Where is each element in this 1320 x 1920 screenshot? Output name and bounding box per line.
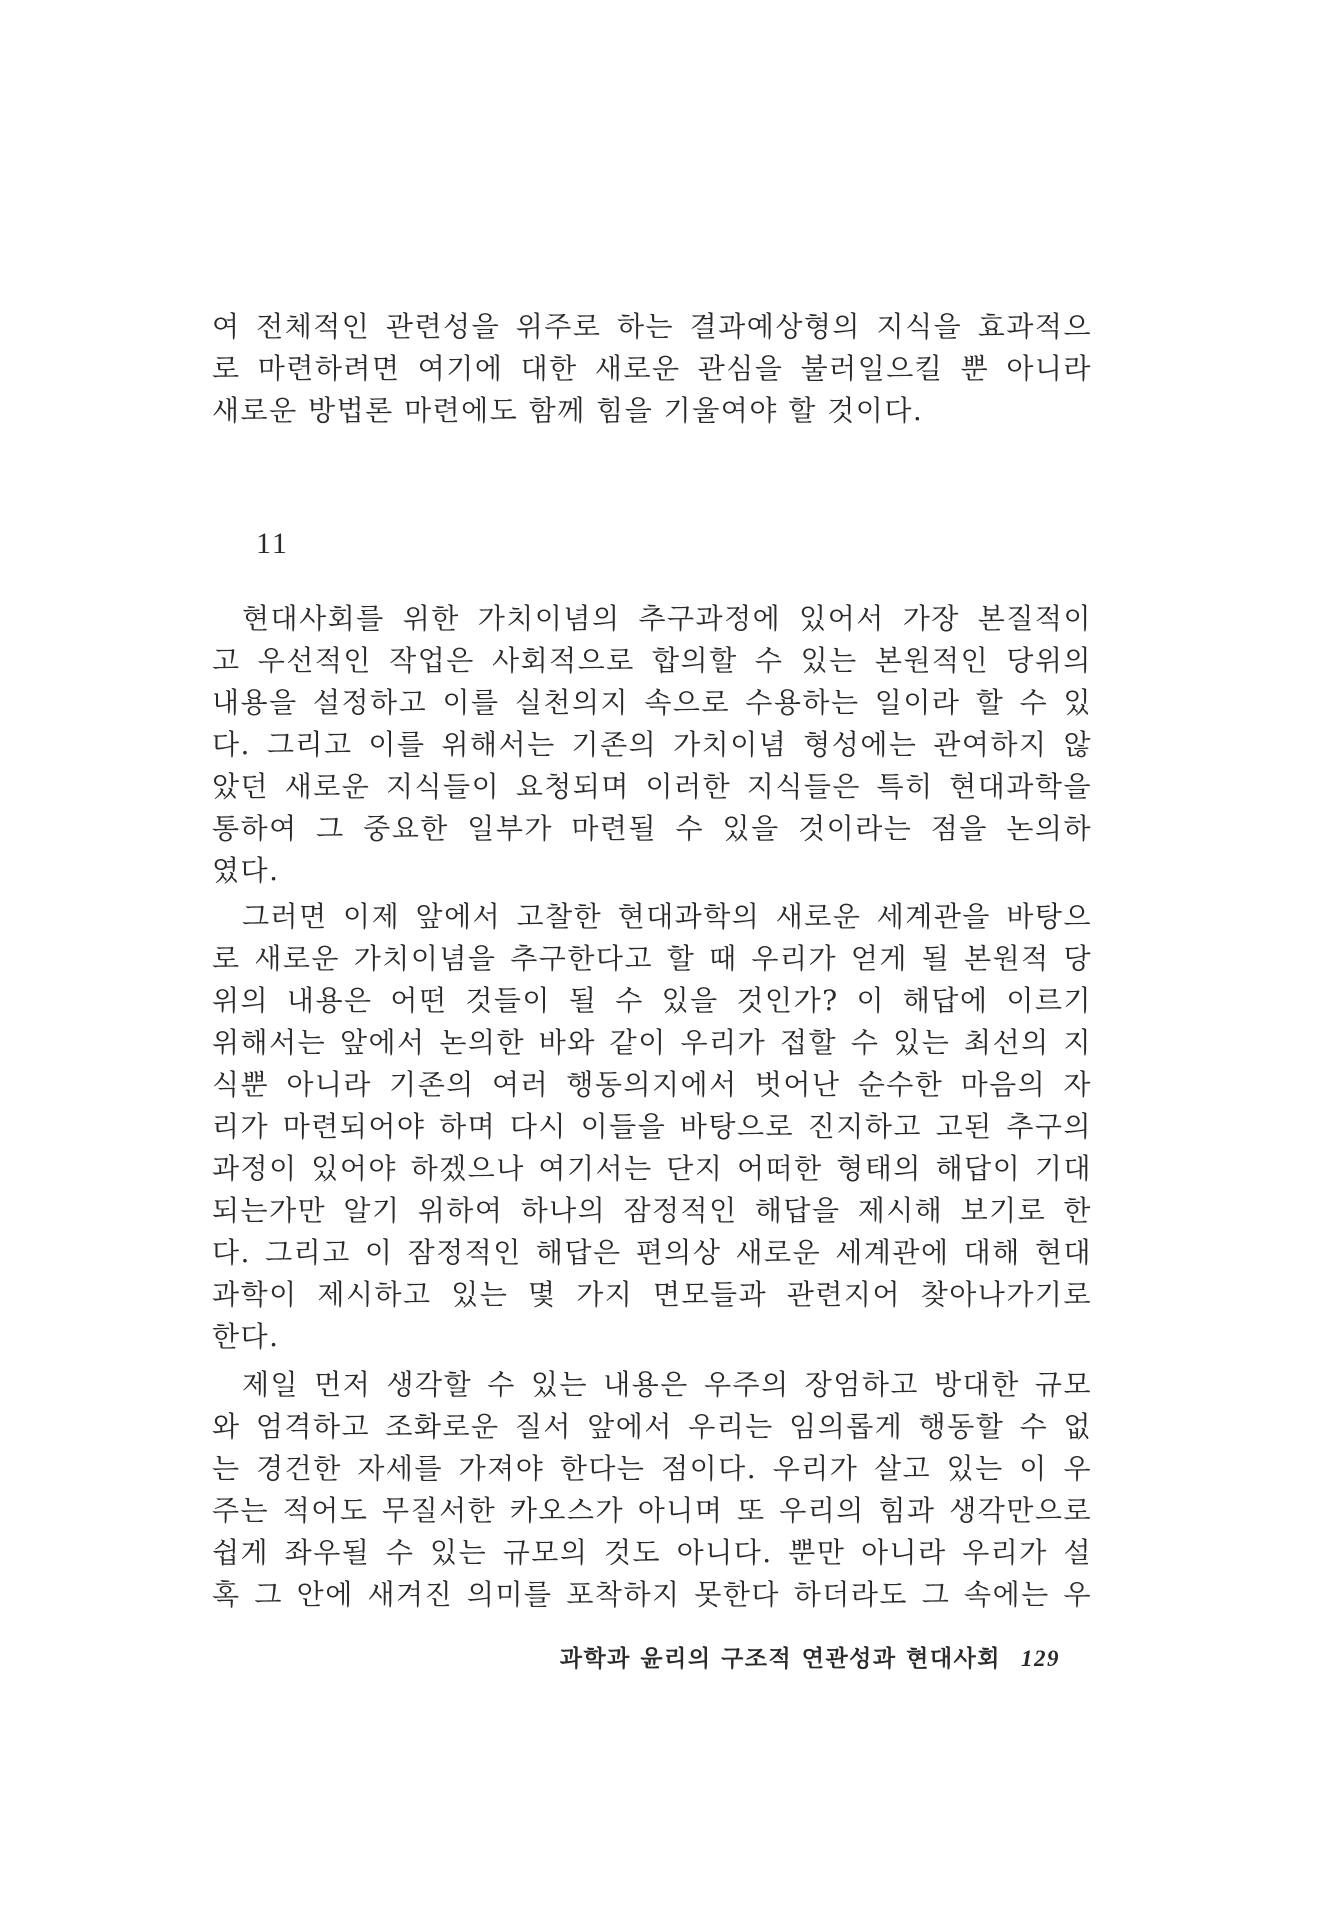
text-line: 현대사회를 위한 가치이념의 추구과정에 있어서 가장 본질적이	[242, 602, 1092, 635]
page-footer	[520, 1642, 1060, 1676]
text-line: 내용을 설정하고 이를 실천의지 속으로 수용하는 일이라 할 수 있	[212, 686, 1092, 719]
text-line: 다. 그리고 이를 위해서는 기존의 가치이념 형성에는 관여하지 않	[212, 728, 1092, 761]
text-line: 였다.	[212, 854, 280, 887]
text-line: 쉽게 좌우될 수 있는 규모의 것도 아니다. 뿐만 아니라 우리가 설	[212, 1536, 1092, 1569]
text-line: 았던 새로운 지식들이 요청되며 이러한 지식들은 특히 현대과학을	[212, 770, 1092, 803]
text-line: 여 전체적인 관련성을 위주로 하는 결과예상형의 지식을 효과적으	[212, 310, 1092, 343]
text-line: 식뿐 아니라 기존의 여러 행동의지에서 벗어난 순수한 마음의 자	[212, 1068, 1092, 1101]
running-title: 과학과 윤리의 구조적 연관성과 현대사회	[559, 1645, 1001, 1672]
text-line: 위의 내용은 어떤 것들이 될 수 있을 것인가? 이 해답에 이르기	[212, 984, 1092, 1017]
text-line: 새로운 방법론 마련에도 함께 힘을 기울여야 할 것이다.	[212, 394, 924, 427]
text-line: 통하여 그 중요한 일부가 마련될 수 있을 것이라는 점을 논의하	[212, 812, 1092, 845]
intro-paragraph	[212, 306, 1092, 432]
text-line: 로 새로운 가치이념을 추구한다고 할 때 우리가 얻게 될 본원적 당	[212, 942, 1092, 975]
text-line: 로 마련하려면 여기에 대한 새로운 관심을 불러일으킬 뿐 아니라	[212, 352, 1092, 385]
text-line: 와 엄격하고 조화로운 질서 앞에서 우리는 임의롭게 행동할 수 없	[212, 1410, 1092, 1443]
text-line: 위해서는 앞에서 논의한 바와 같이 우리가 접할 수 있는 최선의 지	[212, 1026, 1092, 1059]
text-line: 되는가만 알기 위하여 하나의 잠정적인 해답을 제시해 보기로 한	[212, 1194, 1092, 1227]
text-line: 는 경건한 자세를 가져야 한다는 점이다. 우리가 살고 있는 이 우	[212, 1452, 1092, 1485]
paragraph-1	[212, 598, 1092, 892]
paragraph-3	[212, 1364, 1092, 1616]
text-line: 과정이 있어야 하겠으나 여기서는 단지 어떠한 형태의 해답이 기대	[212, 1152, 1092, 1185]
text-line: 주는 적어도 무질서한 카오스가 아니며 또 우리의 힘과 생각만으로	[212, 1494, 1092, 1527]
text-line: 리가 마련되어야 하며 다시 이들을 바탕으로 진지하고 고된 추구의	[212, 1110, 1092, 1143]
section-number: 11	[256, 527, 289, 560]
text-line: 고 우선적인 작업은 사회적으로 합의할 수 있는 본원적인 당위의	[212, 644, 1092, 677]
page-number: 129	[1021, 1646, 1060, 1671]
text-line: 그러면 이제 앞에서 고찰한 현대과학의 새로운 세계관을 바탕으	[242, 900, 1092, 933]
text-line: 제일 먼저 생각할 수 있는 내용은 우주의 장엄하고 방대한 규모	[242, 1368, 1092, 1401]
text-line: 한다.	[212, 1320, 280, 1353]
text-line: 다. 그리고 이 잠정적인 해답은 편의상 새로운 세계관에 대해 현대	[212, 1236, 1092, 1269]
text-line: 혹 그 안에 새겨진 의미를 포착하지 못한다 하더라도 그 속에는 우	[212, 1578, 1092, 1611]
paragraph-2	[212, 896, 1092, 1358]
text-line: 과학이 제시하고 있는 몇 가지 면모들과 관련지어 찾아나가기로	[212, 1278, 1092, 1311]
